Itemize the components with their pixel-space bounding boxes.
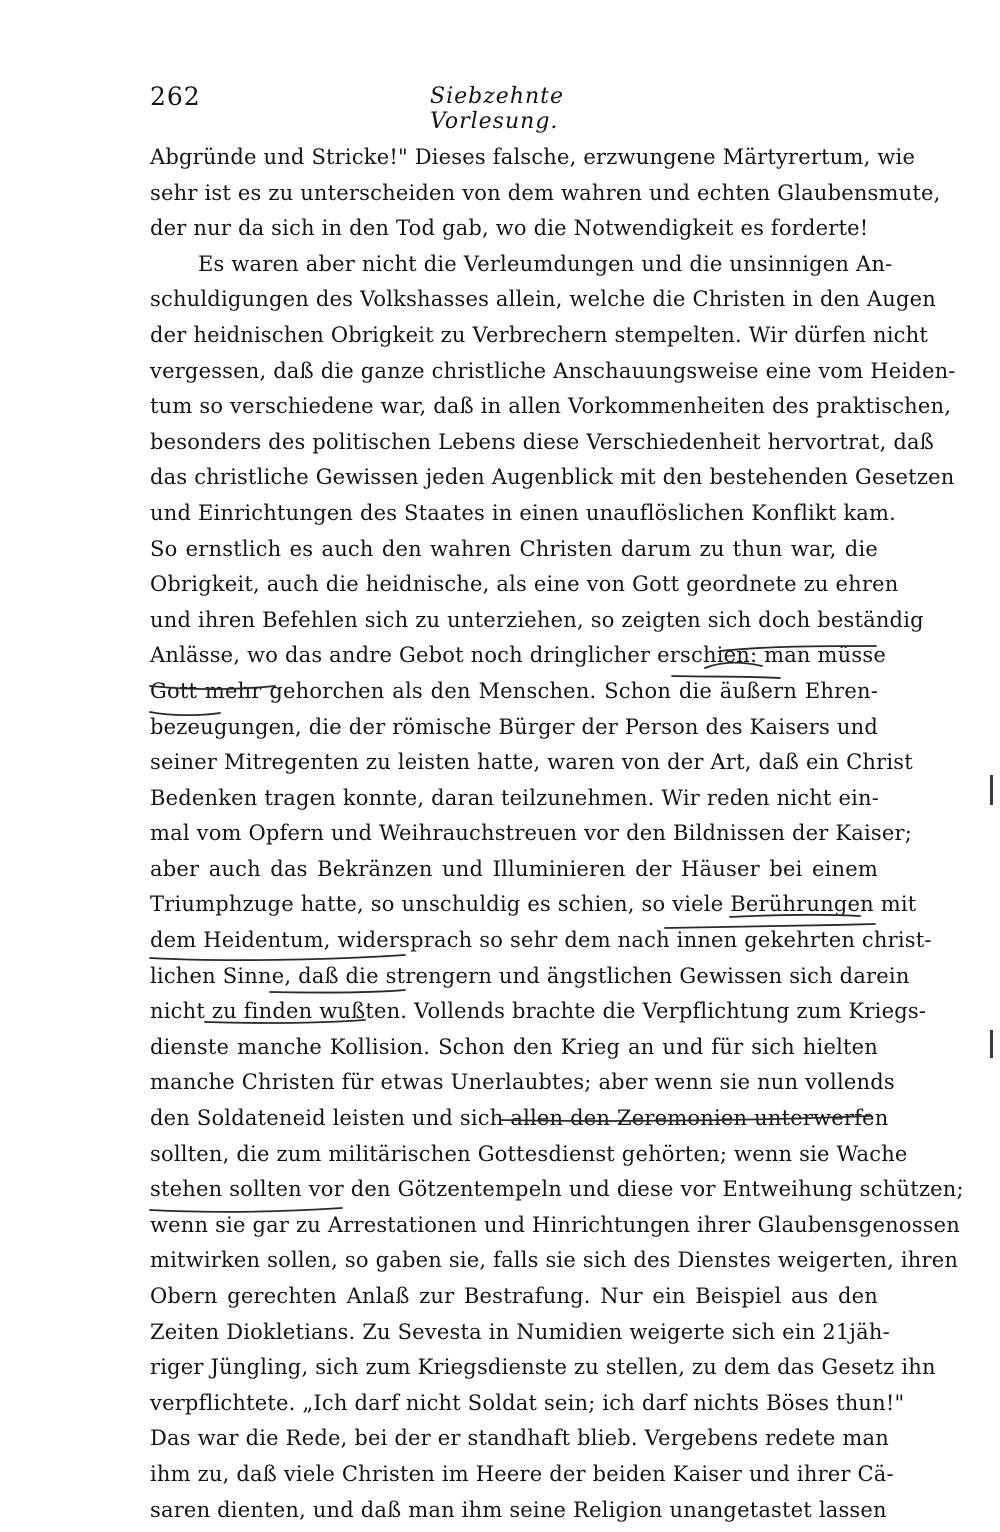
- page-header: [150, 78, 640, 134]
- text-line: vergessen, daß die ganze christliche Anschauungsweise eine vom Heiden-: [150, 358, 956, 383]
- text-line: ihm zu, daß viele Christen im Heere der beiden Kaiser und ihrer Cä-: [150, 1461, 894, 1486]
- text-line: der nur da sich in den Tod gab, wo die Notwendigkeit es forderte!: [150, 216, 869, 241]
- text-line: mal vom Opfern und Weihrauchstreuen vor den Bildnissen der Kaiser;: [150, 821, 912, 846]
- text-line: bezeugungen, die der römische Bürger der Person des Kaisers und: [150, 714, 878, 739]
- text-line: manche Christen für etwas Unerlaubtes; aber wenn sie nun vollends: [150, 1070, 895, 1095]
- text-line: Gott mehr gehorchen als den Menschen. Schon die äußern Ehren-: [150, 678, 878, 703]
- text-line: Zeiten Diokletians. Zu Sevesta in Numidien weigerte sich ein 21jäh-: [150, 1319, 890, 1344]
- text-line: der heidnischen Obrigkeit zu Verbrechern stempelten. Wir dürfen nicht: [150, 322, 929, 347]
- text-line: den Soldateneid leisten und sich allen den Zeremonien unterwerfen: [150, 1106, 889, 1131]
- text-line: aber auch das Bekränzen und Illuminieren der Häuser bei einem: [150, 856, 878, 881]
- scan-edge-mark: [990, 1030, 993, 1058]
- body-text: [150, 140, 964, 1528]
- text-line: stehen sollten vor den Götzentempeln und diese vor Entweihung schützen;: [150, 1177, 964, 1202]
- text-line: und Einrichtungen des Staates in einen unauflöslichen Konflikt kam.: [150, 500, 896, 525]
- text-line: das christliche Gewissen jeden Augenblick mit den bestehenden Gesetzen: [150, 465, 955, 490]
- text-line: schuldigungen des Volkshasses allein, welche die Christen in den Augen: [150, 287, 936, 312]
- text-line: Bedenken tragen konnte, daran teilzunehmen. Wir reden nicht ein-: [150, 785, 880, 810]
- text-line: wenn sie gar zu Arrestationen und Hinrichtungen ihrer Glaubensgenossen: [150, 1212, 961, 1237]
- text-line: seiner Mitregenten zu leisten hatte, waren von der Art, daß ein Christ: [150, 750, 913, 775]
- text-line: Obrigkeit, auch die heidnische, als eine von Gott geordnete zu ehren: [150, 572, 899, 597]
- text-line: lichen Sinne, daß die strengern und ängstlichen Gewissen sich darein: [150, 963, 910, 988]
- text-line: verpflichtete. „Ich darf nicht Soldat sein; ich darf nichts Böses thun!": [150, 1390, 905, 1415]
- text-line: tum so verschiedene war, daß in allen Vorkommenheiten des praktischen,: [150, 394, 952, 419]
- text-line: dem Heidentum, widersprach so sehr dem nach innen gekehrten christ-: [150, 928, 932, 953]
- text-line: Triumphzuge hatte, so unschuldig es schien, so viele Berührungen mit: [150, 892, 917, 917]
- text-line: Abgründe und Stricke!" Dieses falsche, erzwungene Märtyrertum, wie: [150, 145, 916, 169]
- text-line: dienste manche Kollision. Schon den Krieg an und für sich hielten: [150, 1034, 878, 1059]
- page-number: 262: [150, 82, 201, 111]
- text-line: So ernstlich es auch den wahren Christen darum zu thun war, die: [150, 536, 878, 561]
- text-line: sollten, die zum militärischen Gottesdienst gehörten; wenn sie Wache: [150, 1141, 908, 1166]
- scan-edge-mark: [990, 775, 993, 805]
- text-line: sehr ist es zu unterscheiden von dem wahren und echten Glaubensmute,: [150, 180, 941, 205]
- running-head: Siebzehnte Vorlesung.: [430, 84, 565, 134]
- text-line: Obern gerechten Anlaß zur Bestrafung. Nur ein Beispiel aus den: [150, 1284, 878, 1308]
- text-line: besonders des politischen Lebens diese Verschiedenheit hervortrat, daß: [150, 429, 934, 454]
- text-line: saren dienten, und daß man ihm seine Religion unangetastet lassen: [150, 1497, 887, 1522]
- text-line: Es waren aber nicht die Verleumdungen und die unsinnigen An-: [198, 251, 893, 276]
- text-line: und ihren Befehlen sich zu unterziehen, so zeigten sich doch beständig: [150, 607, 924, 632]
- text-line: Das war die Rede, bei der er standhaft blieb. Vergebens redete man: [150, 1426, 889, 1451]
- text-line: nicht zu finden wußten. Vollends brachte die Verpflichtung zum Kriegs-: [150, 999, 927, 1024]
- text-line: riger Jüngling, sich zum Kriegsdienste zu stellen, zu dem das Gesetz ihn: [150, 1355, 936, 1380]
- text-line: mitwirken sollen, so gaben sie, falls sie sich des Dienstes weigerten, ihren: [150, 1248, 959, 1273]
- text-line: Anlässe, wo das andre Gebot noch dringlicher erschien: man müsse: [150, 643, 886, 668]
